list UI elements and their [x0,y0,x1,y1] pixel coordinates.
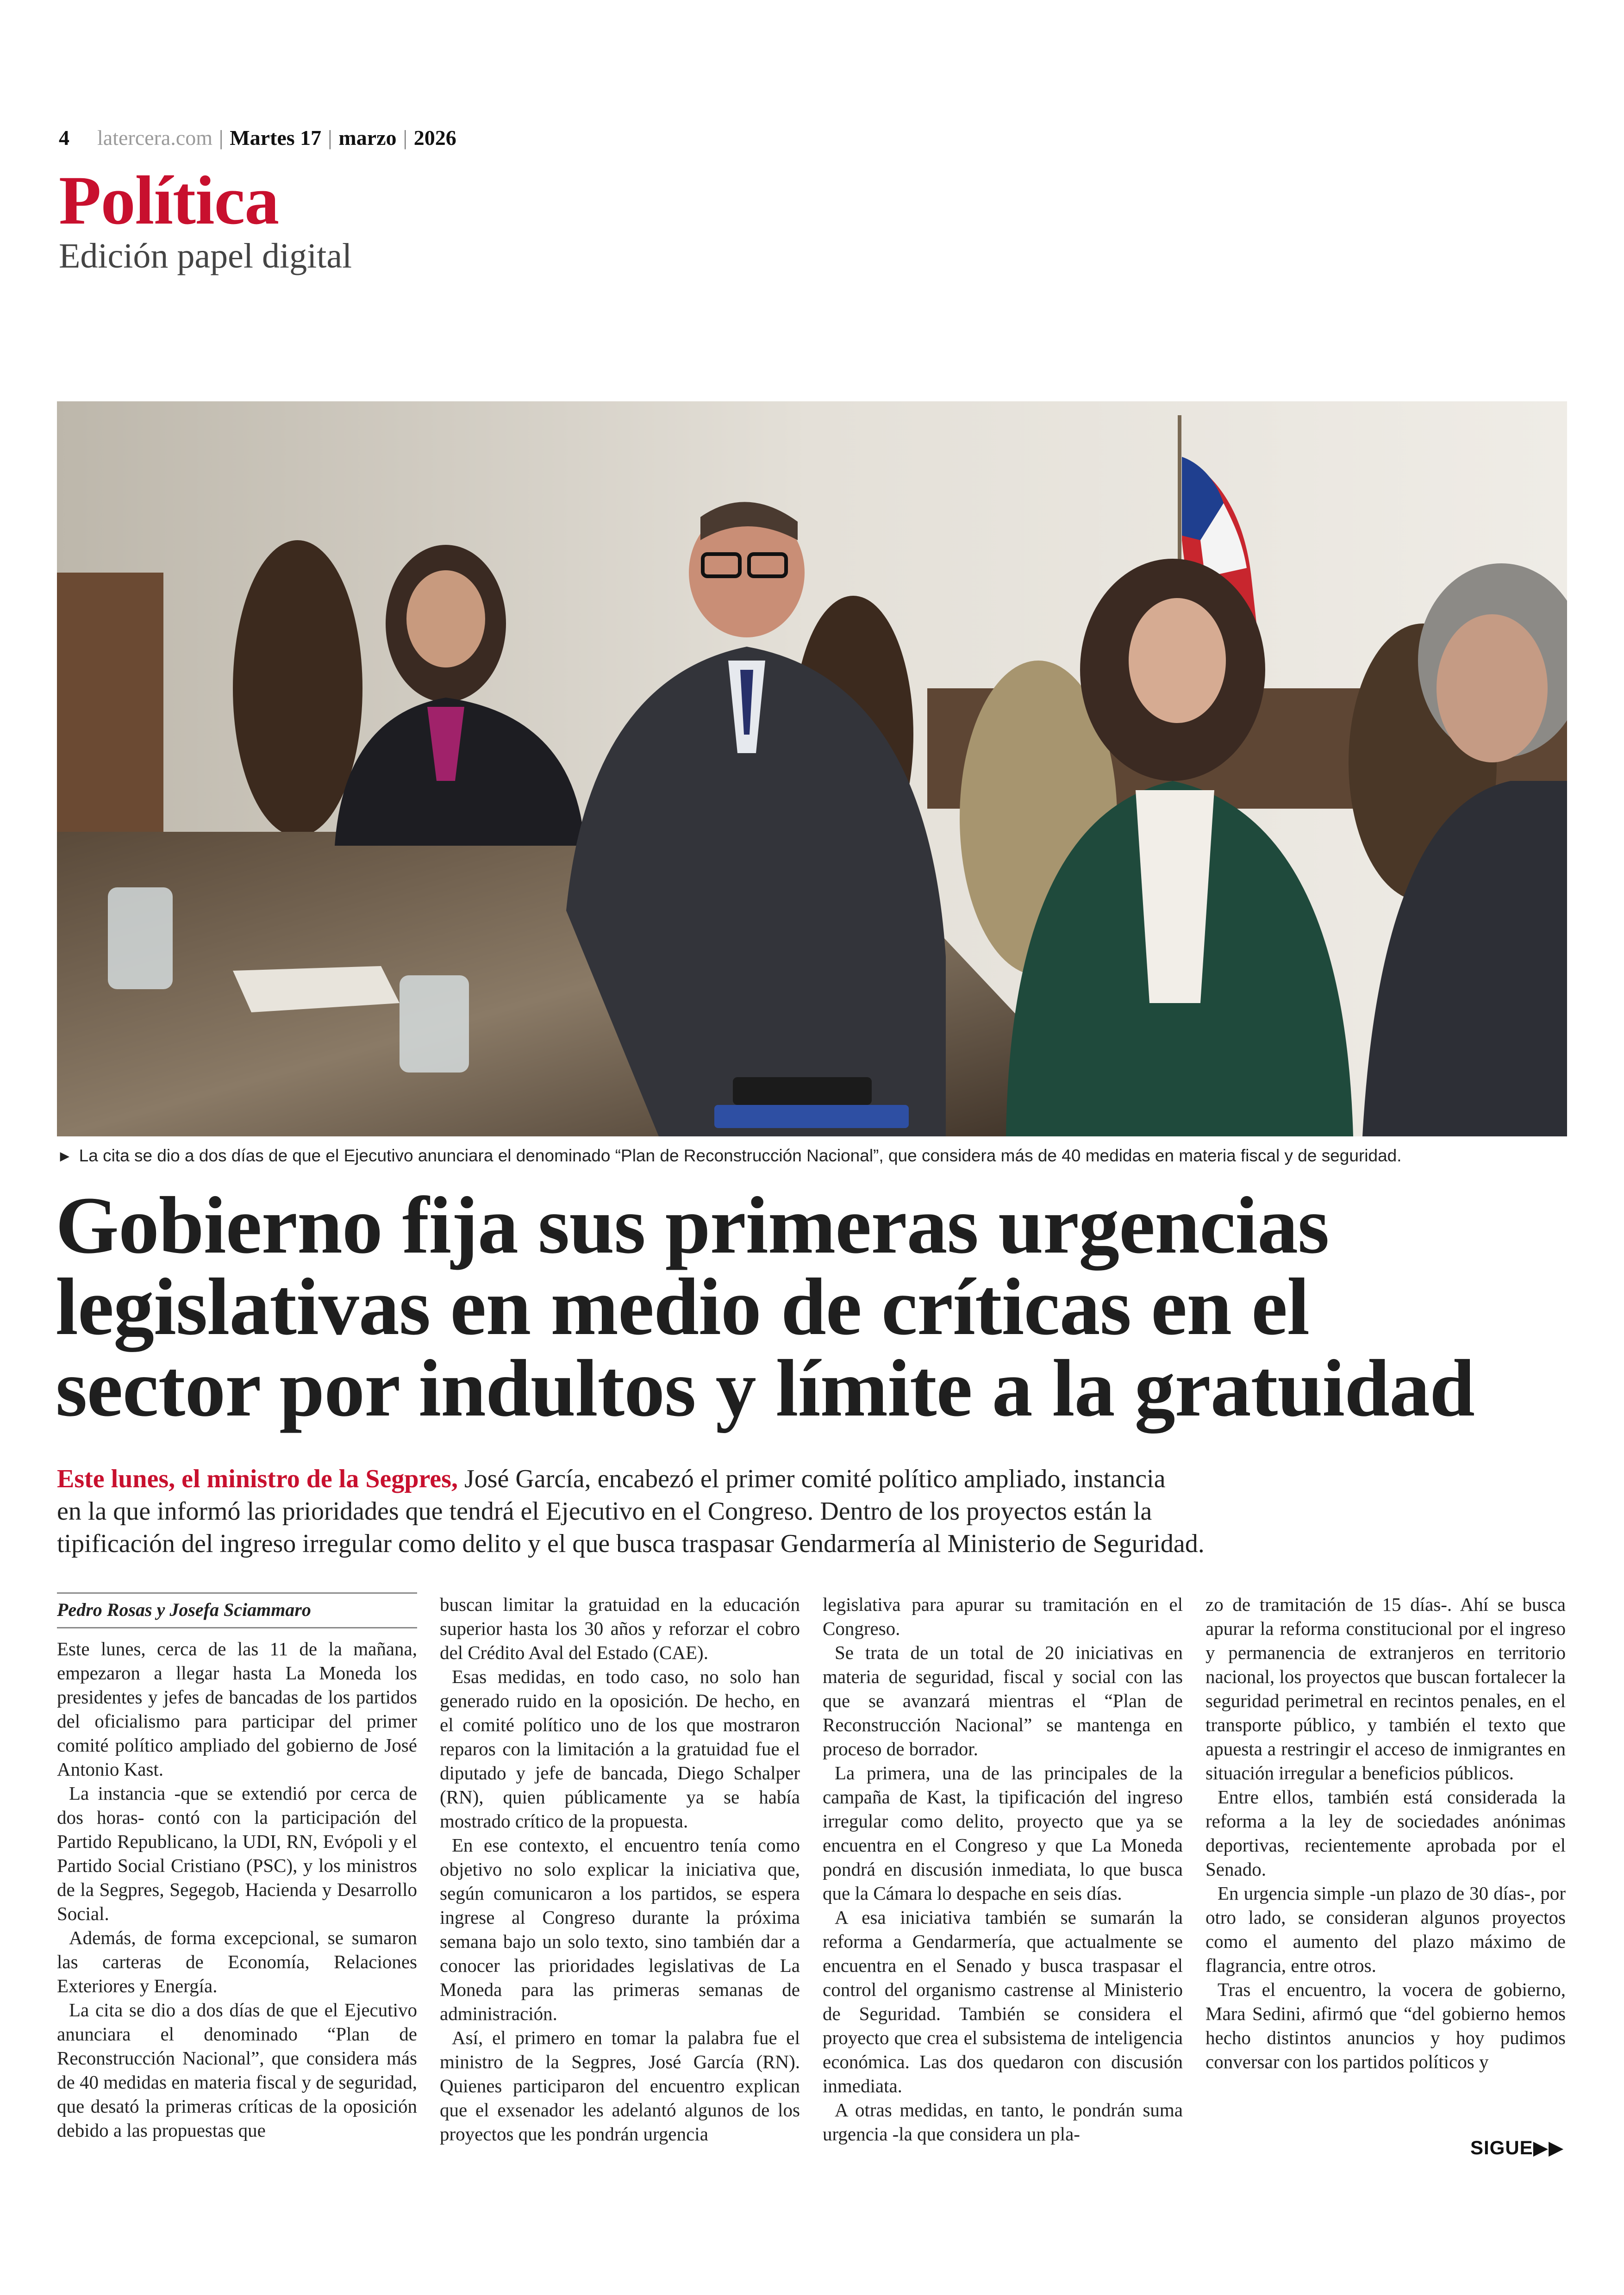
body-paragraph: legislativa para apurar su tramitación en el Congreso. [823,1594,1183,1639]
body-paragraph: A esa iniciativa también se sumarán la reforma a Gendarmería, que actualmente se encuentra en el Senado y busca traspasar el control del organismo castrense al Ministerio de Seguridad. También se considera el proyecto que crea el subsistema de inteligencia económica. Las dos quedaron con discusión inmediata. [823,1907,1183,2096]
body-paragraph: Tras el encuentro, la vocera de gobierno, Mara Sedini, afirmó que “del gobierno hemos hecho distintos anuncios y hoy pudimos conversar con los partidos políticos y [1206,1979,1566,2072]
continue-label: SIGUE [1470,2137,1533,2158]
body-paragraph: Además, de forma excepcional, se sumaron las carteras de Economía, Relaciones Exteriores y Energía. [57,1927,417,1996]
body-column-4 [1206,1592,1566,2074]
body-paragraph: Así, el primero en tomar la palabra fue el ministro de la Segpres, José García (RN). Quienes participaron del encuentro explican que el exsenador les adelantó algunos de los proyectos que les pondrán urgencia [440,2027,800,2145]
headline-line: sector por indultos y límite a la gratuidad [56,1343,1474,1434]
body-paragraph: Este lunes, cerca de las 11 de la mañana, empezaron a llegar hasta La Moneda los presidentes y jefes de bancadas de los partidos del oficialismo para participar del primer comité político ampliado del gobierno de José Antonio Kast. [57,1638,417,1780]
site-name[interactable]: latercera.com [97,125,212,150]
photo-caption [57,1146,1567,1166]
body-paragraph: La primera, una de las principales de la campaña de Kast, la tipificación del ingreso irregular como delito, proyecto que ya se encuentra en el Congreso y que La Moneda pondrá en discusión inmediata, lo que busca que la Cámara lo despache en seis días. [823,1762,1183,1904]
lede-kicker: Este lunes, el ministro de la Segpres, [57,1465,458,1493]
body-paragraph: A otras medidas, en tanto, le pondrán suma urgencia -la que considera un pla- [823,2099,1183,2145]
header-separator: | [219,125,224,150]
caption-text: La cita se dio a dos días de que el Ejecutivo anunciara el denominado “Plan de Reconstrucción Nacional”, que considera más de 40 medidas en materia fiscal y de seguridad. [79,1146,1402,1165]
edition-label: Edición papel digital [59,237,352,275]
date-month: marzo [338,125,397,150]
body-paragraph: En urgencia simple -un plazo de 30 días-, por otro lado, se consideran algunos proyectos como el aumento del plazo máximo de flagrancia, entre otros. [1206,1883,1566,1976]
continue-arrows-icon: ▶▶ [1533,2137,1564,2158]
continue-link[interactable] [1470,2136,1564,2159]
body-paragraph: buscan limitar la gratuidad en la educación superior hasta los 30 años y reforzar el cobro del Crédito Aval del Estado (CAE). [440,1594,800,1663]
headline [56,1180,1574,1434]
caption-arrow-icon: ► [57,1148,73,1165]
date-day: Martes 17 [230,125,322,150]
body-column-1 [57,1592,417,2142]
lede [57,1463,1575,1560]
body-paragraph: Se trata de un total de 20 iniciativas en materia de seguridad, fiscal y social con las que se avanzará mientras el “Plan de Reconstrucción Nacional” se mantenga en proceso de borrador. [823,1642,1183,1759]
header-separator: | [328,125,332,150]
meeting-photo-illustration [57,401,1567,1136]
header-separator: | [403,125,407,150]
headline-line: legislativas en medio de críticas en el [56,1262,1310,1352]
byline: Pedro Rosas y Josefa Sciammaro [57,1592,417,1628]
lede-text: José García, encabezó el primer comité político ampliado, instancia [457,1465,1166,1493]
lede-line: tipificación del ingreso irregular como delito y el que busca traspasar Gendarmería al Ministerio de Seguridad. [57,1529,1205,1558]
date-year: 2026 [413,125,456,150]
lede-line [57,1463,1575,1495]
body-paragraph: Entre ellos, también está considerada la reforma a la ley de sociedades anónimas deportivas, recientemente aprobada por el Senado. [1206,1786,1566,1880]
body-column-2 [440,1592,800,2146]
body-paragraph: zo de tramitación de 15 días-. Ahí se busca apurar la reforma constitucional por el ingreso y permanencia de extranjeros en territorio nacional, los proyectos que buscan fortalecer la seguridad perimetral en recintos penales, en el transporte público, y también el texto que apuesta a restringir el acceso de inmigrantes en situación irregular a beneficios públicos. [1206,1594,1566,1784]
page-header [59,121,456,154]
headline-line: Gobierno fija sus primeras urgencias [56,1180,1329,1271]
body-paragraph: La cita se dio a dos días de que el Ejecutivo anunciara el denominado “Plan de Reconstrucción Nacional”, que considera más de 40 medidas en materia fiscal y de seguridad, que desató la primeras críticas de la oposición debido a las propuestas que [57,1999,417,2141]
body-paragraph: La instancia -que se extendió por cerca de dos horas- contó con la participación del Partido Republicano, la UDI, RN, Evópoli y el Partido Social Cristiano (PSC), y los ministros de la Segpres, Segegob, Hacienda y Desarrollo Social. [57,1783,417,1924]
page-number: 4 [59,125,69,150]
article-photo [57,401,1567,1136]
section-title: Política [59,162,279,239]
body-paragraph: Esas medidas, en todo caso, no solo han generado ruido en la oposición. De hecho, en el comité político uno de los que mostraron reparos con la limitación a la gratuidad fue el diputado y jefe de bancada, Diego Schalper (RN), quien públicamente ya se había mostrado crítico de la propuesta. [440,1666,800,1832]
body-paragraph: En ese contexto, el encuentro tenía como objetivo no solo explicar la iniciativa que, según comunicaron a los partidos, se espera ingrese al Congreso durante la próxima semana bajo un solo texto, sino también dar a conocer las prioridades legislativas de La Moneda para las primeras semanas de administración. [440,1834,800,2024]
body-column-3 [823,1592,1183,2146]
lede-line: en la que informó las prioridades que tendrá el Ejecutivo en el Congreso. Dentro de los proyectos están la [57,1497,1152,1526]
